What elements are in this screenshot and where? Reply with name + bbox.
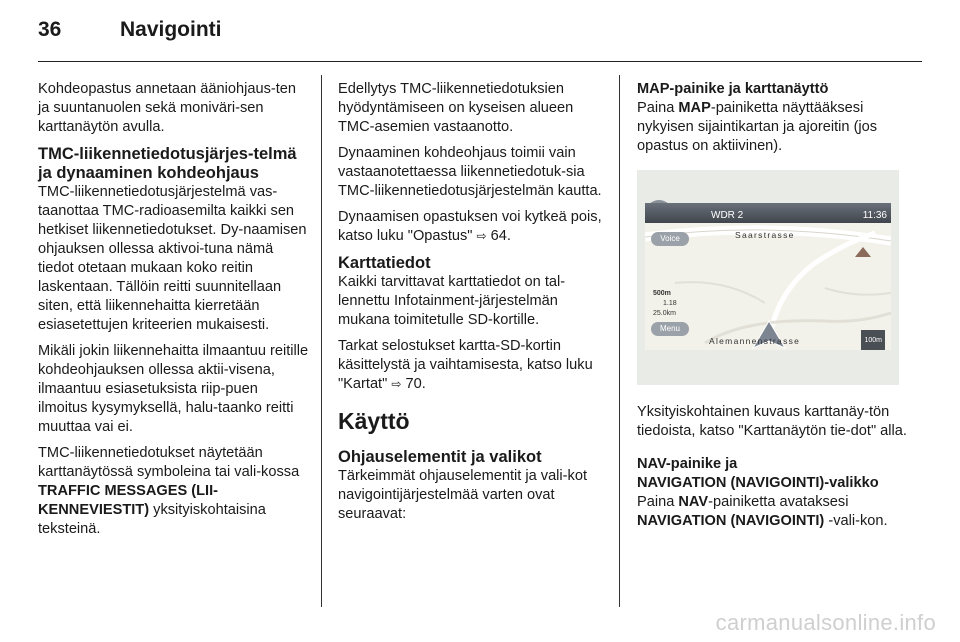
header-rule xyxy=(38,61,922,62)
page-ref: 70. xyxy=(405,376,426,392)
column-2 xyxy=(338,80,606,531)
section-heading-maps: Karttatiedot xyxy=(338,254,431,272)
paragraph: Edellytys TMC-liikennetiedotuksien hyödyntämiseen on kyseisen alueen TMC-asemien vastaanotto. xyxy=(338,81,574,135)
text: Paina xyxy=(637,100,679,116)
text: -vali-kon. xyxy=(824,513,888,529)
clock: 11:36 xyxy=(862,210,887,221)
chapter-heading-usage: Käyttö xyxy=(338,408,410,434)
map-screen-image xyxy=(637,170,899,385)
paragraph xyxy=(338,337,606,394)
section-heading-map-button: MAP-painike ja karttanäyttö xyxy=(637,81,829,97)
map-scale: 100m xyxy=(861,330,885,350)
intro-paragraph: Kohdeopastus annetaan ääniohjaus-ten ja suuntanuolen sekä moniväri-sen karttanäytön avulla. xyxy=(38,81,297,135)
column-separator xyxy=(321,75,322,607)
menu-name: NAVIGATION (NAVIGOINTI) xyxy=(637,513,825,529)
text: Dynaamisen opastuksen voi kytkeä pois, katso luku "Opastus" xyxy=(338,209,602,244)
column-3 xyxy=(637,80,907,538)
text: yksityiskohtaisina teksteinä. xyxy=(38,502,266,537)
page-ref-arrow-icon: ⇨ xyxy=(391,377,402,391)
section-heading-nav-menu: NAVIGATION (NAVIGOINTI)-valikko xyxy=(637,475,879,491)
next-turn-distance: 500m xyxy=(653,290,671,297)
text: -painiketta avataksesi xyxy=(708,494,849,510)
remaining-distance: 25.0km xyxy=(653,310,676,317)
tmc-paragraph-2: Mikäli jokin liikennehaitta ilmaantuu reitille kohdeohjauksen ollessa aktii-visena, ilmaantuu esiasetuksista riip-puen ilmoitus kysymyksellä, halu-taanko reitti muuttaa vai ei. xyxy=(38,343,309,435)
paragraph xyxy=(338,208,606,246)
paragraph: Yksityiskohtainen kuvaus karttanäy-tön tiedoista, katso "Karttanäytön tie-dot" alla. xyxy=(637,404,907,439)
page-title: Navigointi xyxy=(120,18,222,41)
column-separator xyxy=(619,75,620,607)
section-heading-controls: Ohjauselementit ja valikot xyxy=(338,448,542,466)
watermark: carmanualsonline.info xyxy=(715,610,936,635)
text: Paina xyxy=(637,494,679,510)
paragraph: Dynaaminen kohdeohjaus toimii vain vastaanotettaessa liikennetiedotuk-sia TMC-liikennetiedotusjärjestelmän kautta. xyxy=(338,145,602,199)
paragraph: Tärkeimmät ohjauselementit ja vali-kot navigointijärjestelmää varten ovat seuraavat: xyxy=(338,468,587,522)
text: TMC-liikennetiedotukset näytetään karttanäytössä symboleina tai vali-kossa xyxy=(38,445,300,480)
button-name: NAV xyxy=(678,494,709,510)
column-1 xyxy=(38,80,310,546)
text: Tarkat selostukset kartta-SD-kortin käsittelystä ja vaihtamisesta, katso luku "Kartat" xyxy=(338,338,593,392)
button-name: MAP xyxy=(678,100,711,116)
tmc-paragraph: TMC-liikennetiedotusjärjestelmä vas-taanottaa TMC-radioasemilta kaikki sen hetkiset liikennetiedotukset. Dy-naamisen ohjauksen ollessa aktivoi-tuna nämä tiedot otetaan mukaan koko reitin laskentaan. Tällöin reitti suunnitellaan siten, että liikennehaitta kierretään esiasetettujen kriteerien mukaisesti. xyxy=(38,184,307,333)
street-label: Alemannenstrasse xyxy=(709,336,801,346)
station-name: WDR 2 xyxy=(711,210,744,221)
menu-button[interactable]: Menu xyxy=(651,322,689,336)
text: -painiketta näyttääksesi nykyisen sijaintikartan ja ajoreitin (jos opastus on aktiivinen). xyxy=(637,100,878,154)
paragraph: Kaikki tarvittavat karttatiedot on tal-lennettu Infotainment-järjestelmän mukana toimitetulle SD-kortille. xyxy=(338,274,566,328)
paragraph xyxy=(637,493,907,531)
paragraph xyxy=(637,99,907,156)
page-ref: 64. xyxy=(490,228,511,244)
section-heading-tmc: TMC-liikennetiedotusjärjes-telmä ja dynaaminen kohdeohjaus xyxy=(38,145,297,182)
arrival-time: 1.18 xyxy=(663,300,677,307)
tmc-paragraph-3 xyxy=(38,444,310,539)
page-header xyxy=(38,18,222,42)
voice-button[interactable]: Voice xyxy=(651,232,689,246)
screen-status-bar xyxy=(645,203,891,223)
page-ref-arrow-icon: ⇨ xyxy=(476,229,487,243)
page-number: 36 xyxy=(38,18,62,41)
section-heading-nav-button: NAV-painike ja xyxy=(637,456,738,472)
menu-name: TRAFFIC MESSAGES (LII-KENNEVIESTIT) xyxy=(38,483,218,518)
street-label: Saarstrasse xyxy=(735,230,795,240)
